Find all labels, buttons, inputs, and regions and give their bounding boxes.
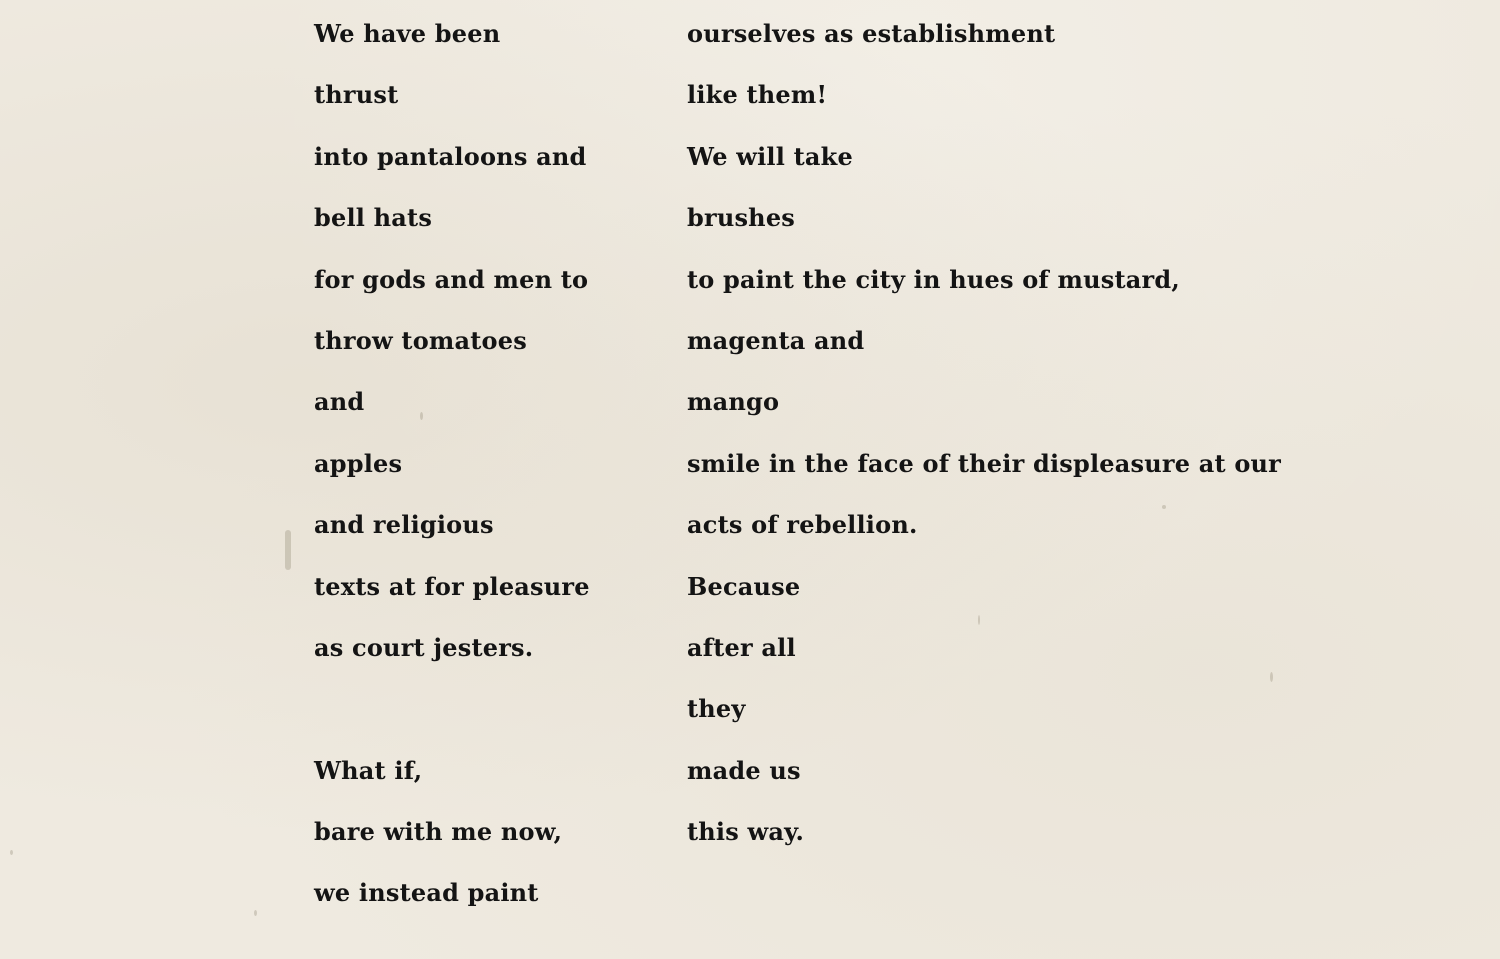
paper-speck — [285, 530, 291, 570]
poem-line: made us — [687, 755, 801, 785]
poem-right-column — [687, 14, 1387, 873]
poem-line: and religious — [314, 510, 494, 540]
poem-line: acts of rebellion. — [687, 510, 918, 540]
poem-line: texts at for pleasure — [314, 571, 590, 601]
poem-line: and — [314, 387, 365, 417]
poem-line: apples — [314, 448, 403, 478]
poem-line: after all — [687, 632, 796, 662]
poem-line: We will take — [687, 141, 853, 171]
poem-line: throw tomatoes — [314, 325, 527, 355]
poem-line: bare with me now, — [314, 817, 563, 847]
poem-line: smile in the face of their displeasure at our — [687, 448, 1282, 478]
poem-line: mango — [687, 387, 780, 417]
poem-line: to paint the city in hues of mustard, — [687, 264, 1180, 294]
poem-line: we instead paint — [314, 878, 539, 908]
poem-line: What if, — [314, 755, 423, 785]
poem-line: We have been — [314, 19, 501, 48]
poem-line: they — [687, 694, 746, 724]
poem-line: for gods and men to — [314, 264, 589, 294]
poem-line: like them! — [687, 80, 828, 110]
poem-left-column — [314, 14, 674, 935]
poem-line: brushes — [687, 203, 796, 233]
poem-line: magenta and — [687, 325, 865, 355]
poem-line: thrust — [314, 80, 399, 110]
poem-line: Because — [687, 571, 801, 601]
poem-line: ourselves as establishment — [687, 19, 1056, 48]
stanza-break — [314, 689, 674, 750]
poem-line: into pantaloons and — [314, 141, 587, 171]
paper-speck — [10, 850, 13, 855]
poem-line: as court jesters. — [314, 632, 534, 662]
paper-speck — [254, 910, 257, 916]
poem-line: bell hats — [314, 203, 433, 233]
poem-line: this way. — [687, 817, 805, 847]
